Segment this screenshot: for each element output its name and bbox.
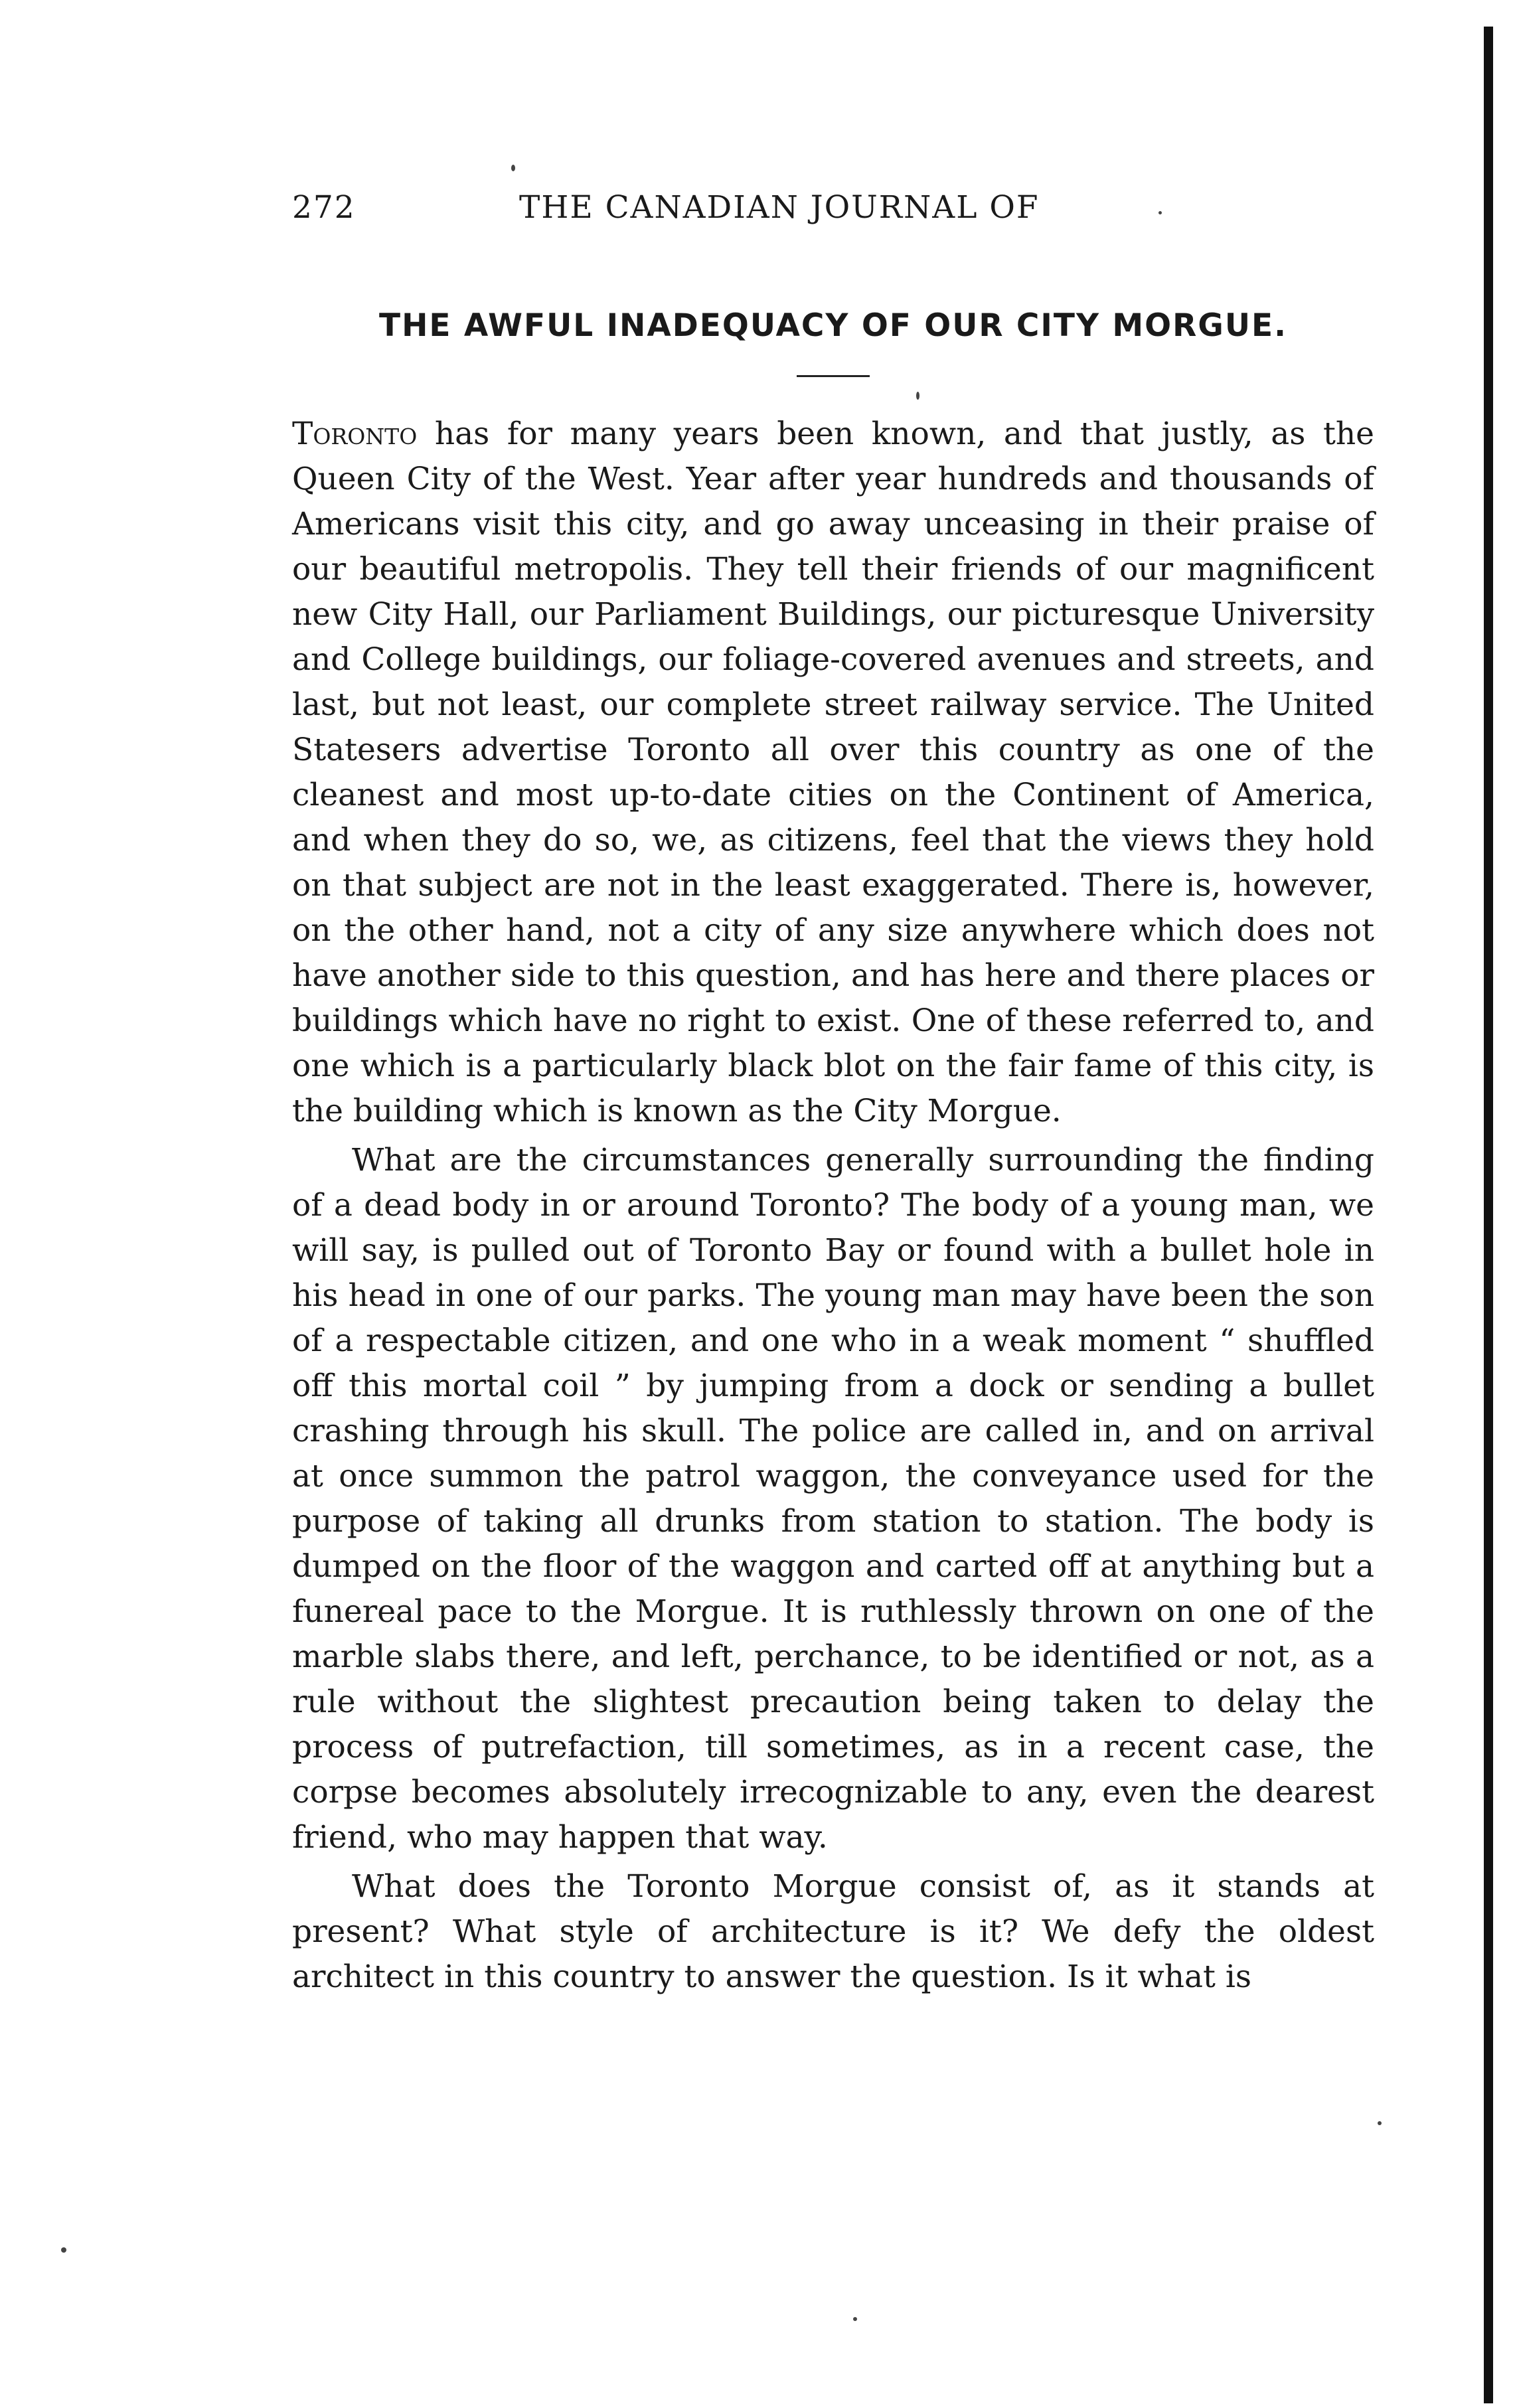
scan-speck bbox=[1158, 211, 1162, 214]
scan-speck bbox=[853, 2317, 857, 2321]
running-head: THE CANADIAN JOURNAL OF bbox=[519, 189, 1040, 226]
paragraph-3: What does the Toronto Morgue consist of, as it stands at present? What style of architecture is it? We defy the oldest architect in this country to answer the question. Is it what is bbox=[292, 1868, 1374, 1995]
page-edge-shadow bbox=[1484, 27, 1493, 2403]
article-title: THE AWFUL INADEQUACY OF OUR CITY MORGUE. bbox=[379, 307, 1287, 344]
page-number: 272 bbox=[292, 189, 356, 226]
article-body bbox=[292, 412, 1374, 2000]
paragraph-1 bbox=[292, 412, 1374, 1134]
scan-speck bbox=[916, 392, 919, 400]
scan-speck bbox=[61, 2247, 66, 2253]
paragraph-2: What are the circumstances generally surrounding the finding of a dead body in or around Toronto? The body of a young man, we will say, is pulled out of Toronto Bay or found with a bullet hole in his head in one of our parks. The young man may have been the son of a respectable citizen, and one who in a weak moment “ shuffled off this mortal coil ” by jumping from a dock or sending a bullet crashing through his skull. The police are called in, and on arrival at once summon the patrol waggon, the conveyance used for the purpose of taking all drunks from station to station. The body is dumped on the floor of the waggon and carted off at anything but a funereal pace to the Morgue. It is ruthlessly thrown on one of the marble slabs there, and left, perchance, to be identified or not, as a rule without the slightest precaution being taken to delay the process of putrefaction, till sometimes, as in a recent case, the corpse becomes absolutely irrecognizable to any, even the dearest friend, who may happen that way. bbox=[292, 1142, 1374, 1856]
opening-word: Toronto bbox=[292, 416, 418, 452]
page-header bbox=[292, 189, 1155, 236]
paragraph-1-text: has for many years been known, and that justly, as the Queen City of the West. Year after year hundreds and thousands of Americans visit this city, and go away unceasing in their praise of our beautiful metropolis. They tell their friends of our magnificent new City Hall, our Parliament Buildings, our picturesque University and College buildings, our foliage-covered avenues and streets, and last, but not least, our complete street railway service. The United Statesers advertise Toronto all over this country as one of the cleanest and most up-to-date cities on the Continent of America, and when they do so, we, as citizens, feel that the views they hold on that subject are not in the least exaggerated. There is, however, on the other hand, not a city of any size anywhere which does not have another side to this question, and has here and there places or buildings which have no right to exist. One of these referred to, and one which is a particularly black blot on the fair fame of this city, is the building which is known as the City Morgue. bbox=[292, 416, 1374, 1129]
title-rule bbox=[797, 375, 870, 377]
scan-speck bbox=[511, 165, 515, 171]
scan-speck bbox=[1378, 2121, 1382, 2125]
